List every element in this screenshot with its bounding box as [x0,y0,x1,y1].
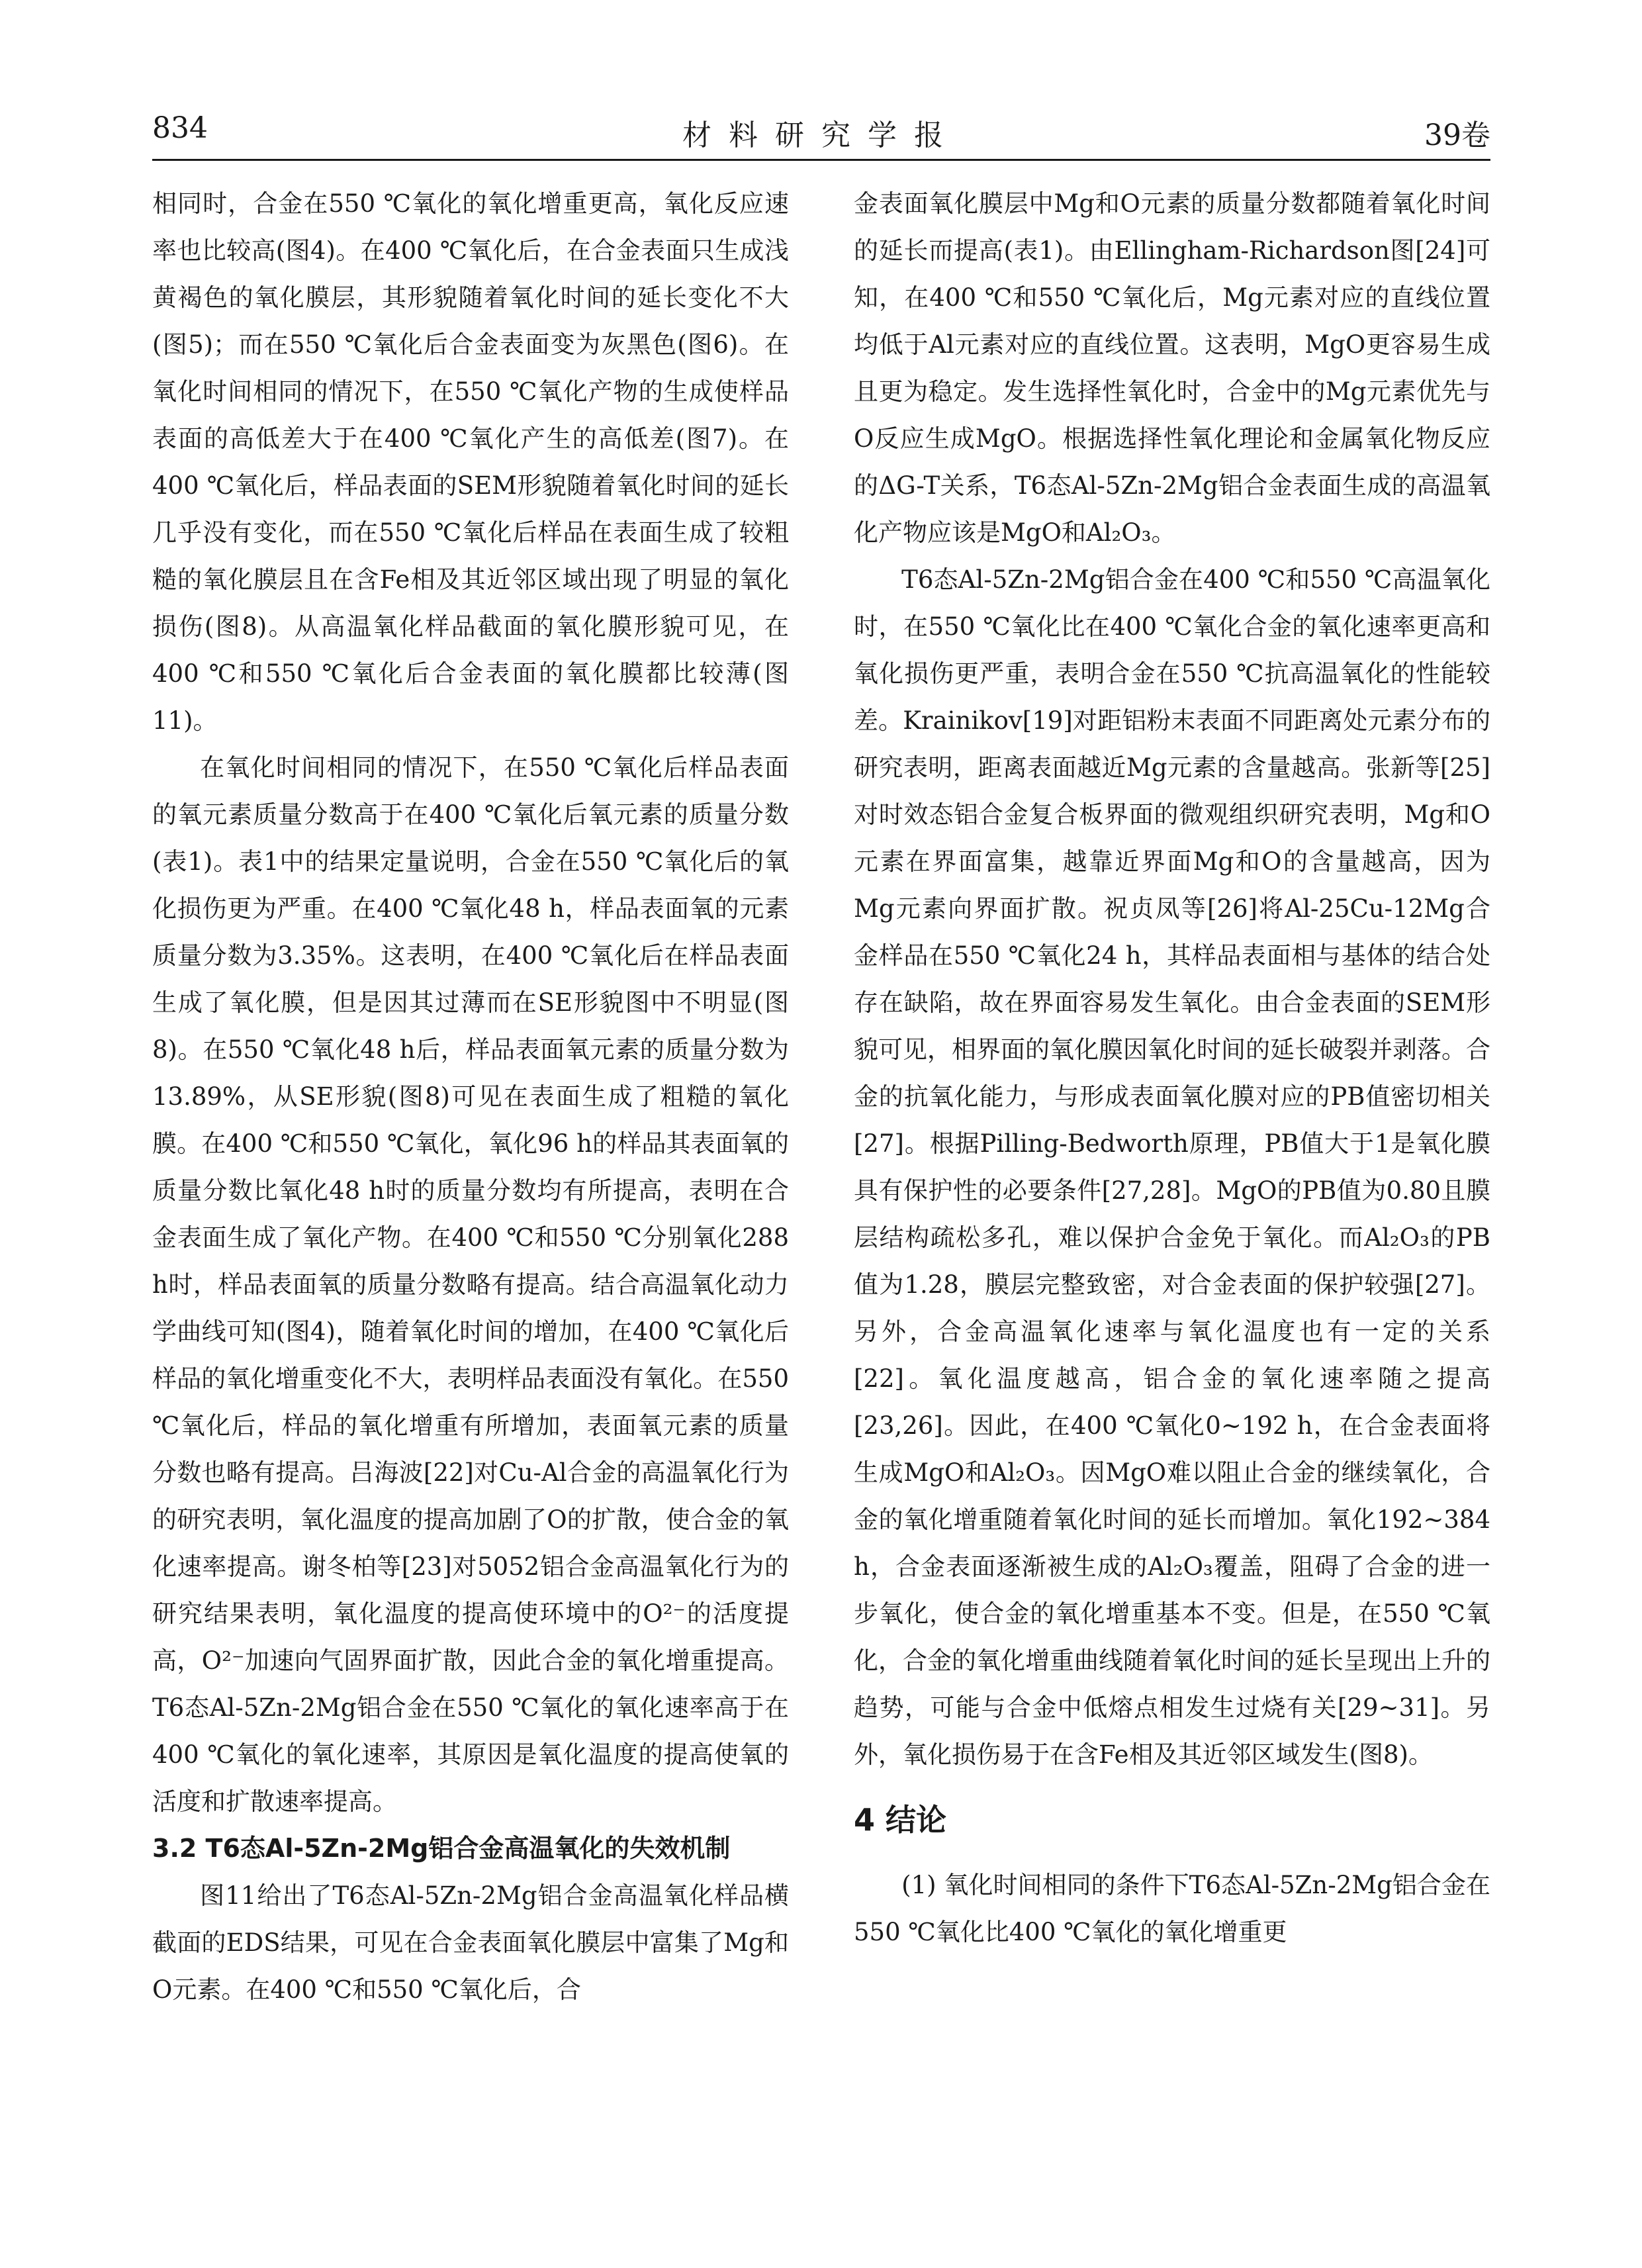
volume-label: 39卷 [1424,118,1490,152]
right-paragraph-2: T6态Al-5Zn-2Mg铝合金在400 ℃和550 ℃高温氧化时，在550 ℃氧化比在400 ℃氧化合金的氧化速率更高和氧化损伤更严重，表明合金在550 ℃抗高温氧化的性能较差。Krainikov[19]对距铝粉末表面不同距离处元素分布的研究表明，距离表面越近Mg元素的含量越高。张新等[25]对时效态铝合金复合板界面的微观组织研究表明，Mg和O元素在界面富集，越靠近界面Mg和O的含量越高，因为Mg元素向界面扩散。祝贞凤等[26]将Al-25Cu-12Mg合金样品在550 ℃氧化24 h，其样品表面相与基体的结合处存在缺陷，故在界面容易发生氧化。由合金表面的SEM形貌可见，相界面的氧化膜因氧化时间的延长破裂并剥落。合金的抗氧化能力，与形成表面氧化膜对应的PB值密切相关[27]。根据Pilling-Bedworth原理，PB值大于1是氧化膜具有保护性的必要条件[27,28]。MgO的PB值为0.80且膜层结构疏松多孔，难以保护合金免于氧化。而Al₂O₃的PB值为1.28，膜层完整致密，对合金表面的保护较强[27]。另外，合金高温氧化速率与氧化温度也有一定的关系[22]。氧化温度越高，铝合金的氧化速率随之提高[23,26]。因此，在400 ℃氧化0~192 h，在合金表面将生成MgO和Al₂O₃。因MgO难以阻止合金的继续氧化，合金的氧化增重随着氧化时间的延长而增加。氧化192~384 h，合金表面逐渐被生成的Al₂O₃覆盖，阻碍了合金的进一步氧化，使合金的氧化增重基本不变。但是，在550 ℃氧化，合金的氧化增重曲线随着氧化时间的延长呈现出上升的趋势，可能与合金中低熔点相发生过烧有关[29~31]。另外，氧化损伤易于在含Fe相及其近邻区域发生(图8)。 [854,565,1490,1769]
page-header [152,111,1490,158]
left-paragraph-3: 图11给出了T6态Al-5Zn-2Mg铝合金高温氧化样品横截面的EDS结果，可见在合金表面氧化膜层中富集了Mg和O元素。在400 ℃和550 ℃氧化后，合 [152,1881,789,2004]
page-number: 834 [152,111,208,145]
section-heading-3-2: 3.2 T6态Al-5Zn-2Mg铝合金高温氧化的失效机制 [152,1834,731,1863]
left-column [152,180,789,2013]
header-rule [152,159,1490,161]
left-paragraph-2: 在氧化时间相同的情况下，在550 ℃氧化后样品表面的氧元素质量分数高于在400 ℃氧化后氧元素的质量分数(表1)。表1中的结果定量说明，合金在550 ℃氧化后的氧化损伤更为严重。在400 ℃氧化48 h，样品表面氧的元素质量分数为3.35%。这表明，在400 ℃氧化后在样品表面生成了氧化膜，但是因其过薄而在SE形貌图中不明显(图8)。在550 ℃氧化48 h后，样品表面氧元素的质量分数为13.89%，从SE形貌(图8)可见在表面生成了粗糙的氧化膜。在400 ℃和550 ℃氧化，氧化96 h的样品其表面氧的质量分数比氧化48 h时的质量分数均有所提高，表明在合金表面生成了氧化产物。在400 ℃和550 ℃分别氧化288 h时，样品表面氧的质量分数略有提高。结合高温氧化动力学曲线可知(图4)，随着氧化时间的增加，在400 ℃氧化后样品的氧化增重变化不大，表明样品表面没有氧化。在550 ℃氧化后，样品的氧化增重有所增加，表面氧元素的质量分数也略有提高。吕海波[22]对Cu-Al合金的高温氧化行为的研究表明，氧化温度的提高加剧了O的扩散，使合金的氧化速率提高。谢冬柏等[23]对5052铝合金高温氧化行为的研究结果表明，氧化温度的提高使环境中的O²⁻的活度提高，O²⁻加速向气固界面扩散，因此合金的氧化增重提高。T6态Al-5Zn-2Mg铝合金在550 ℃氧化的氧化速率高于在400 ℃氧化的氧化速率，其原因是氧化温度的提高使氧的活度和扩散速率提高。 [152,753,789,1816]
journal-title: 材料研究学报 [682,118,960,152]
right-column [854,180,1490,1956]
section-heading-4: 4 结论 [854,1802,947,1838]
left-paragraph-1: 相同时，合金在550 ℃氧化的氧化增重更高，氧化反应速率也比较高(图4)。在400 ℃氧化后，在合金表面只生成浅黄褐色的氧化膜层，其形貌随着氧化时间的延长变化不大(图5)；而在550 ℃氧化后合金表面变为灰黑色(图6)。在氧化时间相同的情况下，在550 ℃氧化产物的生成使样品表面的高低差大于在400 ℃氧化产生的高低差(图7)。在400 ℃氧化后，样品表面的SEM形貌随着氧化时间的延长几乎没有变化，而在550 ℃氧化后样品在表面生成了较粗糙的氧化膜层且在含Fe相及其近邻区域出现了明显的氧化损伤(图8)。从高温氧化样品截面的氧化膜形貌可见，在400 ℃和550 ℃氧化后合金表面的氧化膜都比较薄(图11)。 [152,189,789,735]
right-paragraph-1: 金表面氧化膜层中Mg和O元素的质量分数都随着氧化时间的延长而提高(表1)。由Ellingham-Richardson图[24]可知，在400 ℃和550 ℃氧化后，Mg元素对应的直线位置均低于Al元素对应的直线位置。这表明，MgO更容易生成且更为稳定。发生选择性氧化时，合金中的Mg元素优先与O反应生成MgO。根据选择性氧化理论和金属氧化物反应的ΔG-T关系，T6态Al-5Zn-2Mg铝合金表面生成的高温氧化产物应该是MgO和Al₂O₃。 [854,189,1490,547]
right-paragraph-3: (1) 氧化时间相同的条件下T6态Al-5Zn-2Mg铝合金在550 ℃氧化比400 ℃氧化的氧化增重更 [854,1871,1490,1946]
